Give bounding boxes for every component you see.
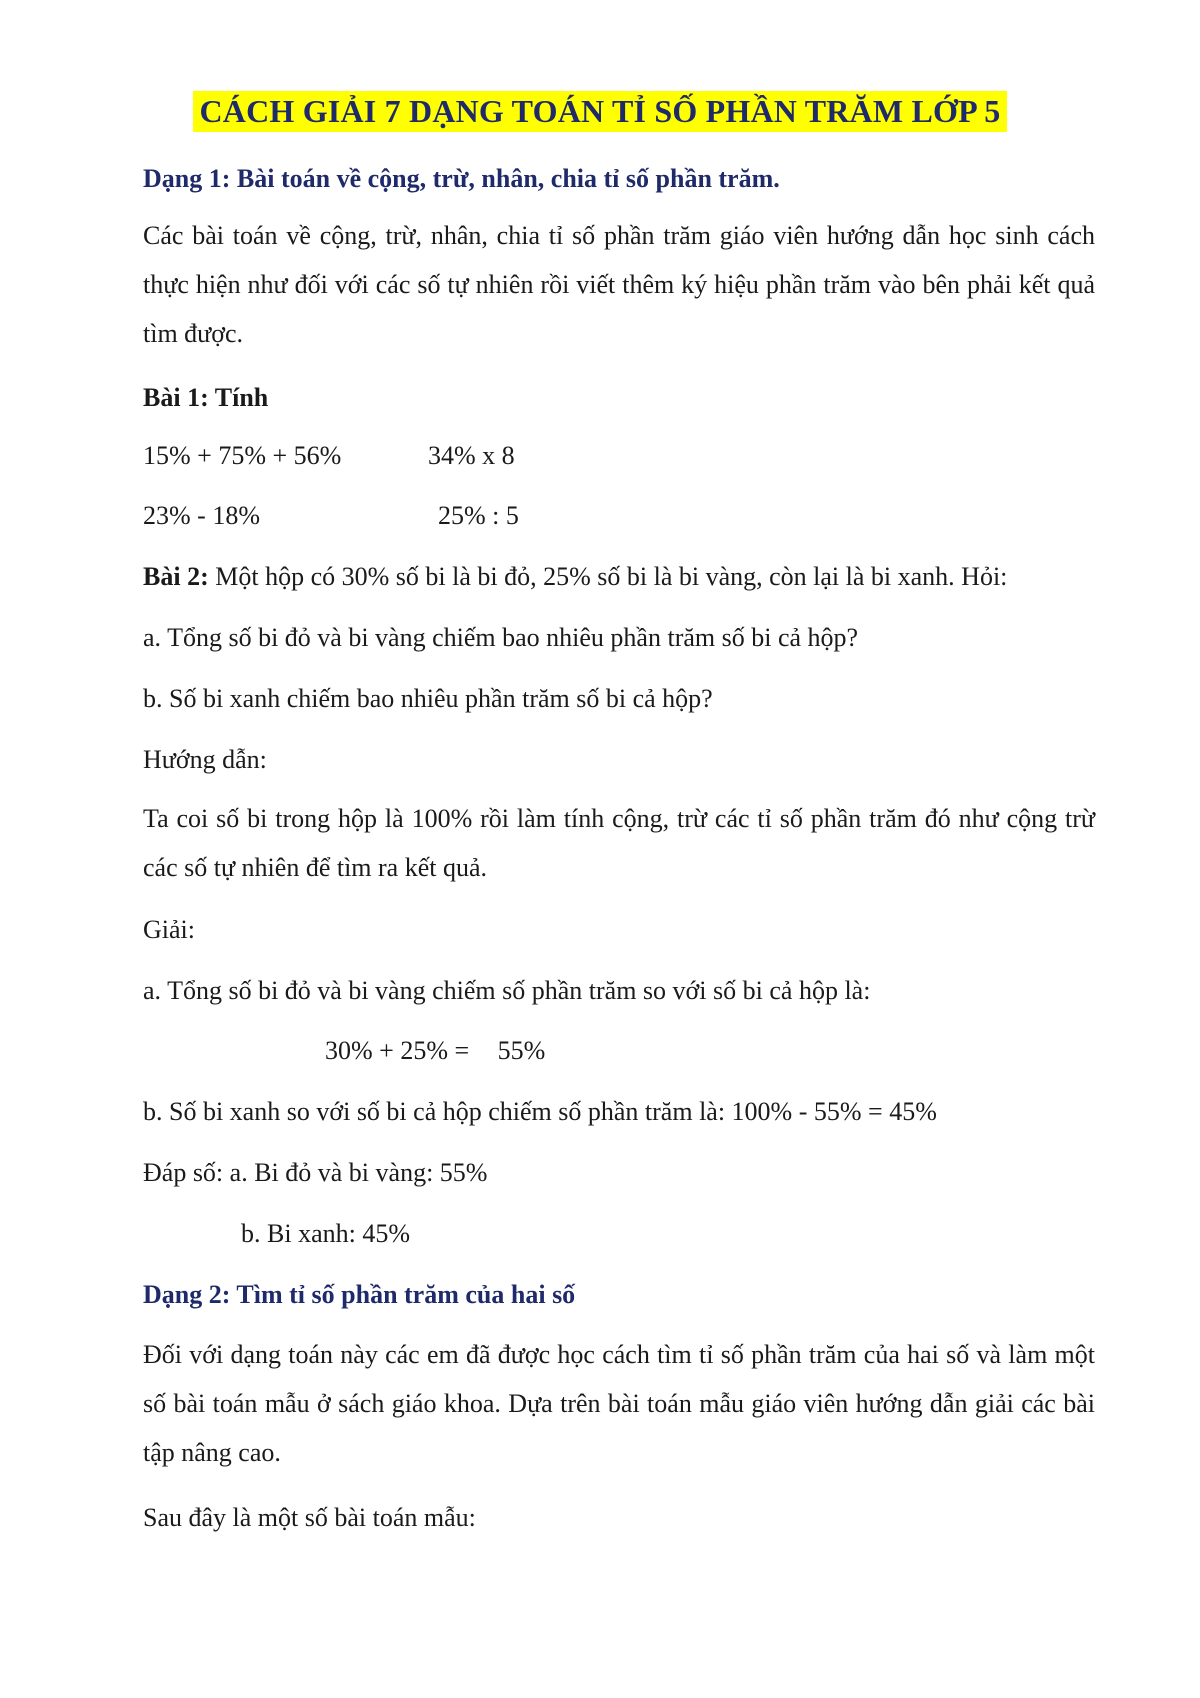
section-heading-dang-1: Dạng 1: Bài toán về cộng, trừ, nhân, chia tỉ số phần trăm. [143,164,780,193]
exercise-1-row-1 [143,441,1095,471]
section-heading-dang-2: Dạng 2: Tìm tỉ số phần trăm của hai số [143,1280,576,1309]
expression-1: 15% + 75% + 56% [143,441,342,470]
exercise-1-title: Bài 1: Tính [143,383,269,412]
solution-label: Giải: [143,915,195,944]
expression-4: 25% : 5 [438,501,519,530]
sample-problems-intro: Sau đây là một số bài toán mẫu: [143,1503,476,1532]
solution-b: b. Số bi xanh so với số bi cả hộp chiếm số phần trăm là: 100% - 55% = 45% [143,1097,937,1126]
solution-a-calculation [325,1036,1095,1066]
question-a: a. Tổng số bi đỏ và bi vàng chiếm bao nhiêu phần trăm số bi cả hộp? [143,623,859,652]
exercise-2-statement [143,562,1095,592]
calculation-result: 55% [497,1036,546,1065]
exercise-1-row-2 [143,501,1095,531]
section-intro-dang-2: Đối với dạng toán này các em đã được học cách tìm tỉ số phần trăm của hai số và làm một số bài toán mẫu ở sách giáo khoa. Dựa trên bài toán mẫu giáo viên hướng dẫn giải các bài tập nâng cao. [143,1340,1095,1467]
solution-a: a. Tổng số bi đỏ và bi vàng chiếm số phần trăm so với số bi cả hộp là: [143,976,871,1005]
answer-b: b. Bi xanh: 45% [241,1219,410,1248]
exercise-1-label [143,383,1095,413]
expression-3: 23% - 18% [143,501,260,530]
document-title: CÁCH GIẢI 7 DẠNG TOÁN TỈ SỐ PHẦN TRĂM LỚP 5 [193,91,1006,132]
exercise-2-text: Một hộp có 30% số bi là bi đỏ, 25% số bi là bi vàng, còn lại là bi xanh. Hỏi: [215,562,1008,591]
section-intro-dang-1: Các bài toán về cộng, trừ, nhân, chia tỉ số phần trăm giáo viên hướng dẫn học sinh cách thực hiện như đối với các số tự nhiên rồi viết thêm ký hiệu phần trăm vào bên phải kết quả tìm được. [143,221,1095,348]
expression-2: 34% x 8 [428,441,515,470]
exercise-2-label: Bài 2: [143,562,209,591]
title-container [0,91,1200,132]
calculation-left: 30% + 25% = [325,1036,470,1065]
question-b: b. Số bi xanh chiếm bao nhiêu phần trăm số bi cả hộp? [143,684,713,713]
guide-text: Ta coi số bi trong hộp là 100% rồi làm tính cộng, trừ các tỉ số phần trăm đó như cộng trừ các số tự nhiên để tìm ra kết quả. [143,804,1095,882]
answer-a: Đáp số: a. Bi đỏ và bi vàng: 55% [143,1158,488,1187]
guide-label: Hướng dẫn: [143,745,267,774]
